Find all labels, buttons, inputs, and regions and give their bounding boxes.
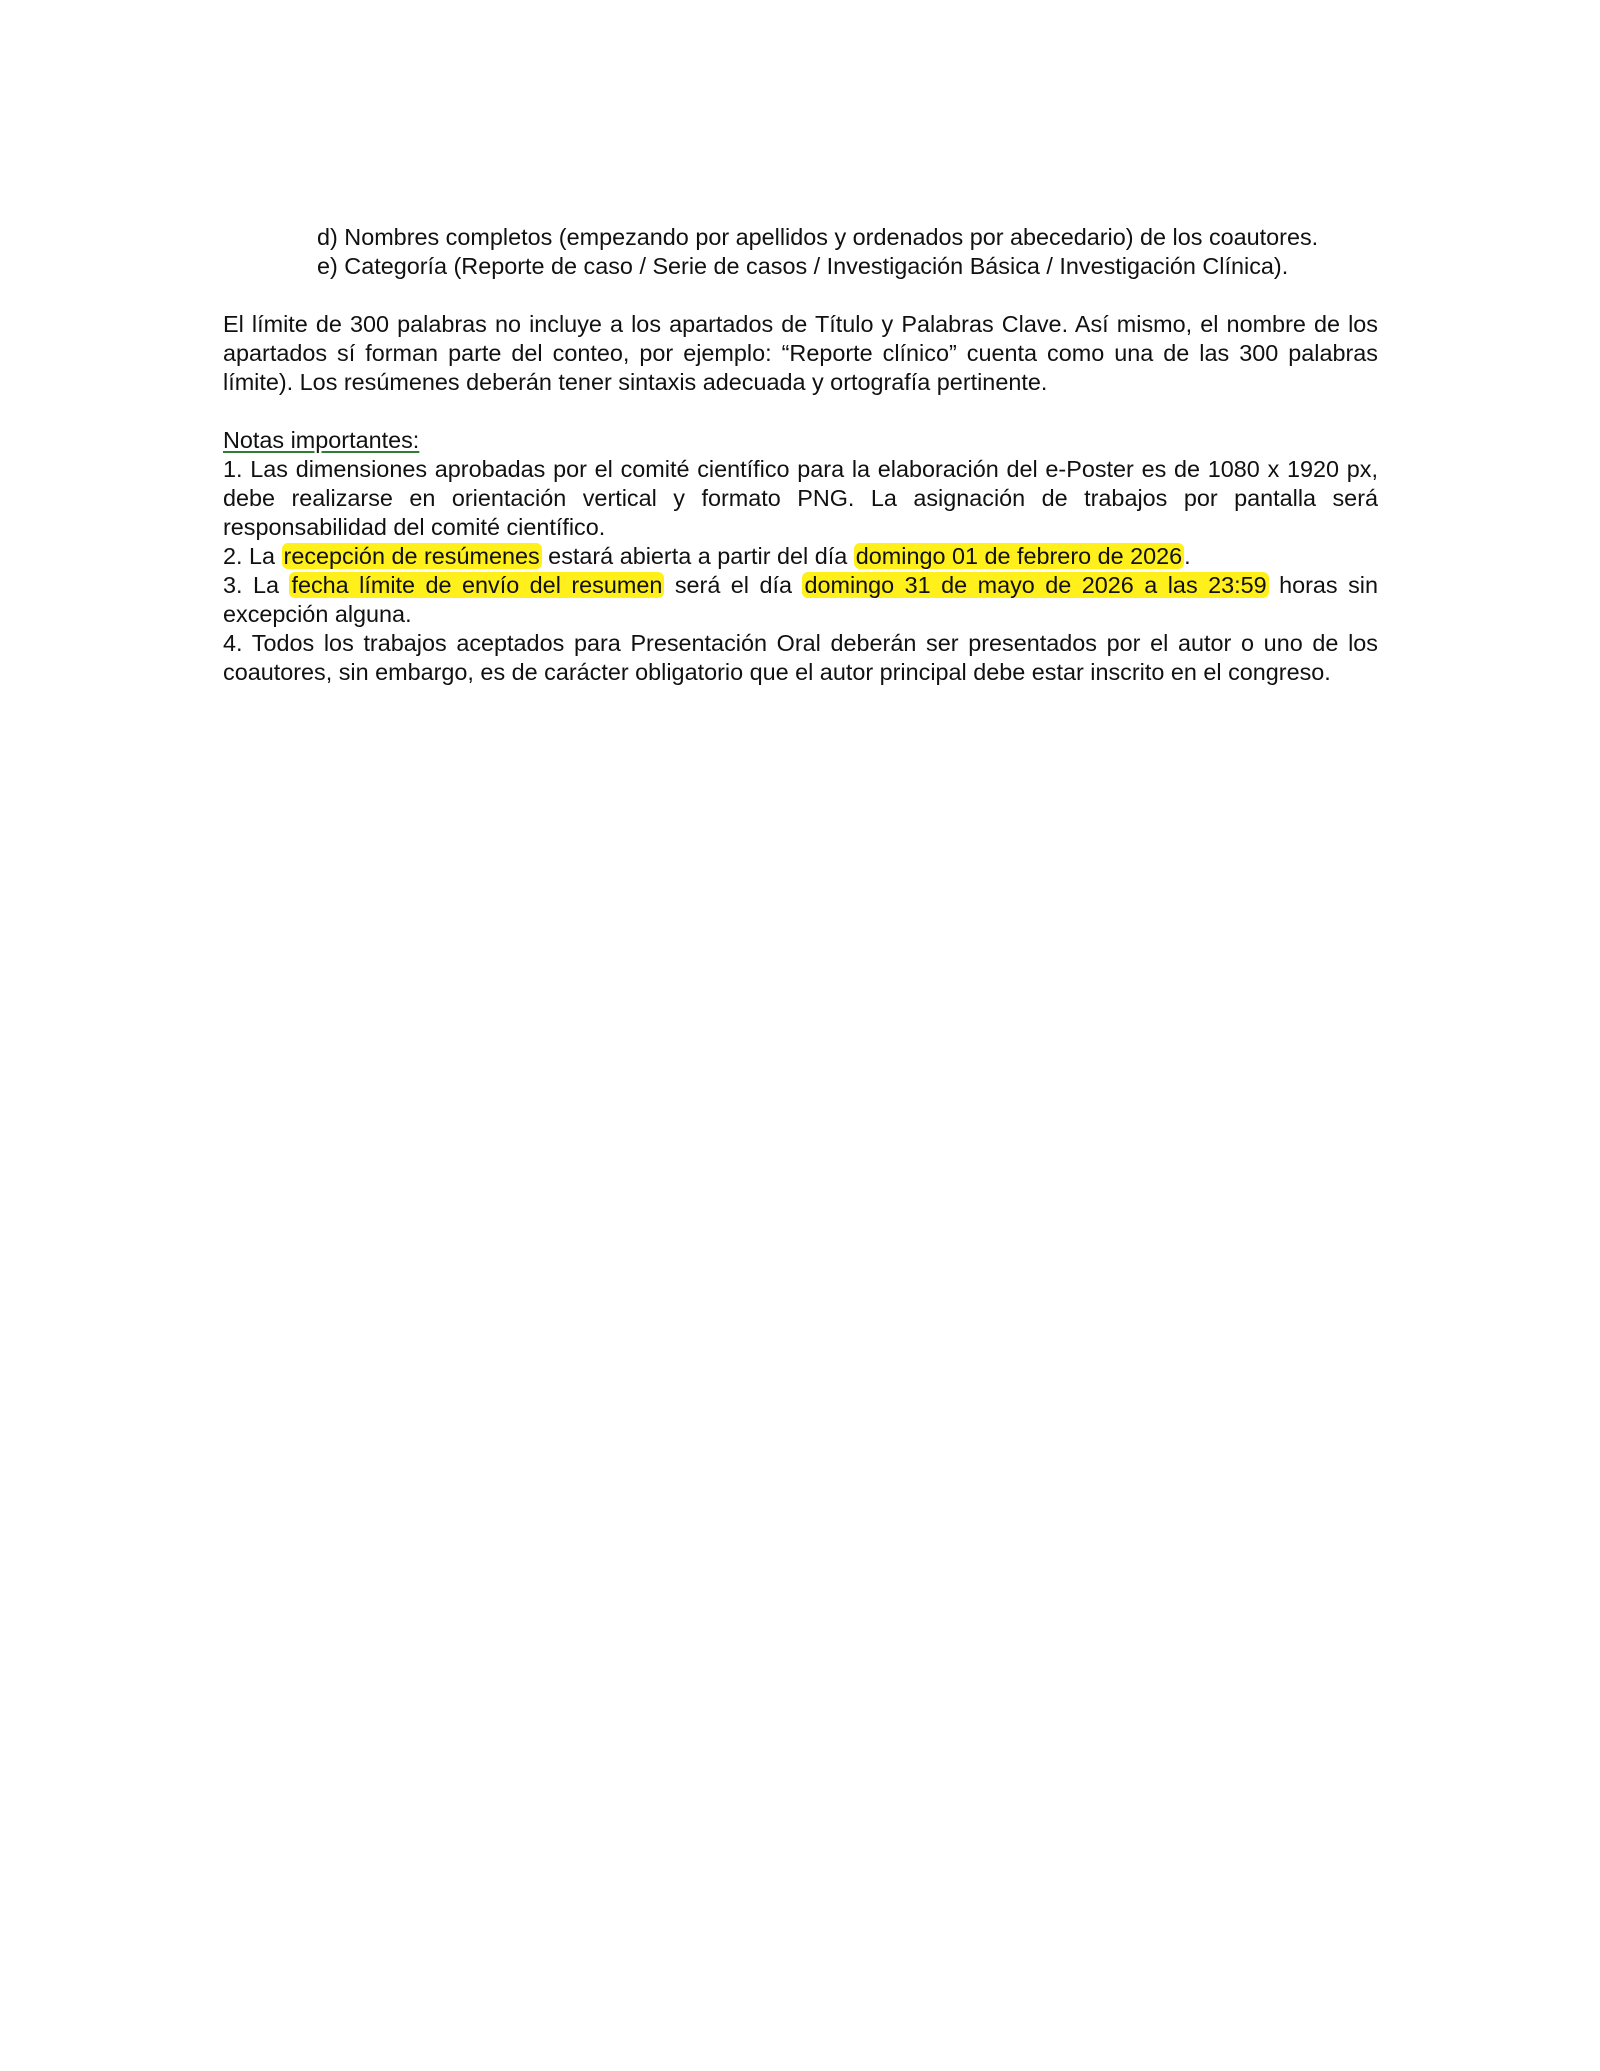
note-3-middle: será el día (664, 572, 803, 598)
note-4: 4. Todos los trabajos aceptados para Presentación Oral deberán ser presentados por el autor o uno de los coautores, sin embargo, es de carácter obligatorio que el autor principal debe estar inscrito en el congreso. (223, 630, 1378, 685)
note-2-suffix: . (1184, 543, 1191, 569)
list-item-coauthors: d) Nombres completos (empezando por apellidos y ordenados por abecedario) de los coautores. (317, 224, 1319, 250)
word-limit-paragraph: El límite de 300 palabras no incluye a los apartados de Título y Palabras Clave. Así mismo, el nombre de los apartados sí forman parte del conteo, por ejemplo: “Reporte clínico” cuenta como una de las 300 palabras límite). Los resúmenes deberán tener sintaxis adecuada y ortografía pertinente. (223, 311, 1378, 395)
note-3-prefix: 3. La (223, 572, 290, 598)
note-2-highlight-reception: recepción de resúmenes (283, 543, 540, 569)
requirements-list (317, 223, 1378, 281)
note-3-suffix: horas sin excepción alguna. (223, 572, 1378, 627)
note-2-highlight-date: domingo 01 de febrero de 2026 (855, 543, 1183, 569)
note-1: 1. Las dimensiones aprobadas por el comité científico para la elaboración del e-Poster es de 1080 x 1920 px, debe realizarse en orientación vertical y formato PNG. La asignación de trabajos por pantalla será responsabilidad del comité científico. (223, 456, 1378, 540)
note-2 (223, 542, 1378, 571)
list-item-category: e) Categoría (Reporte de caso / Serie de casos / Investigación Básica / Investigación Clínica). (317, 253, 1289, 279)
note-3-highlight-date: domingo 31 de mayo de 2026 a las 23:59 (804, 572, 1267, 598)
note-3-highlight-deadline: fecha límite de envío del resumen (291, 572, 663, 598)
note-2-middle: estará abierta a partir del día (541, 543, 854, 569)
note-2-prefix: 2. La (223, 543, 282, 569)
note-3 (223, 571, 1378, 629)
notes-heading: Notas importantes: (223, 427, 420, 453)
document-page (223, 223, 1378, 687)
